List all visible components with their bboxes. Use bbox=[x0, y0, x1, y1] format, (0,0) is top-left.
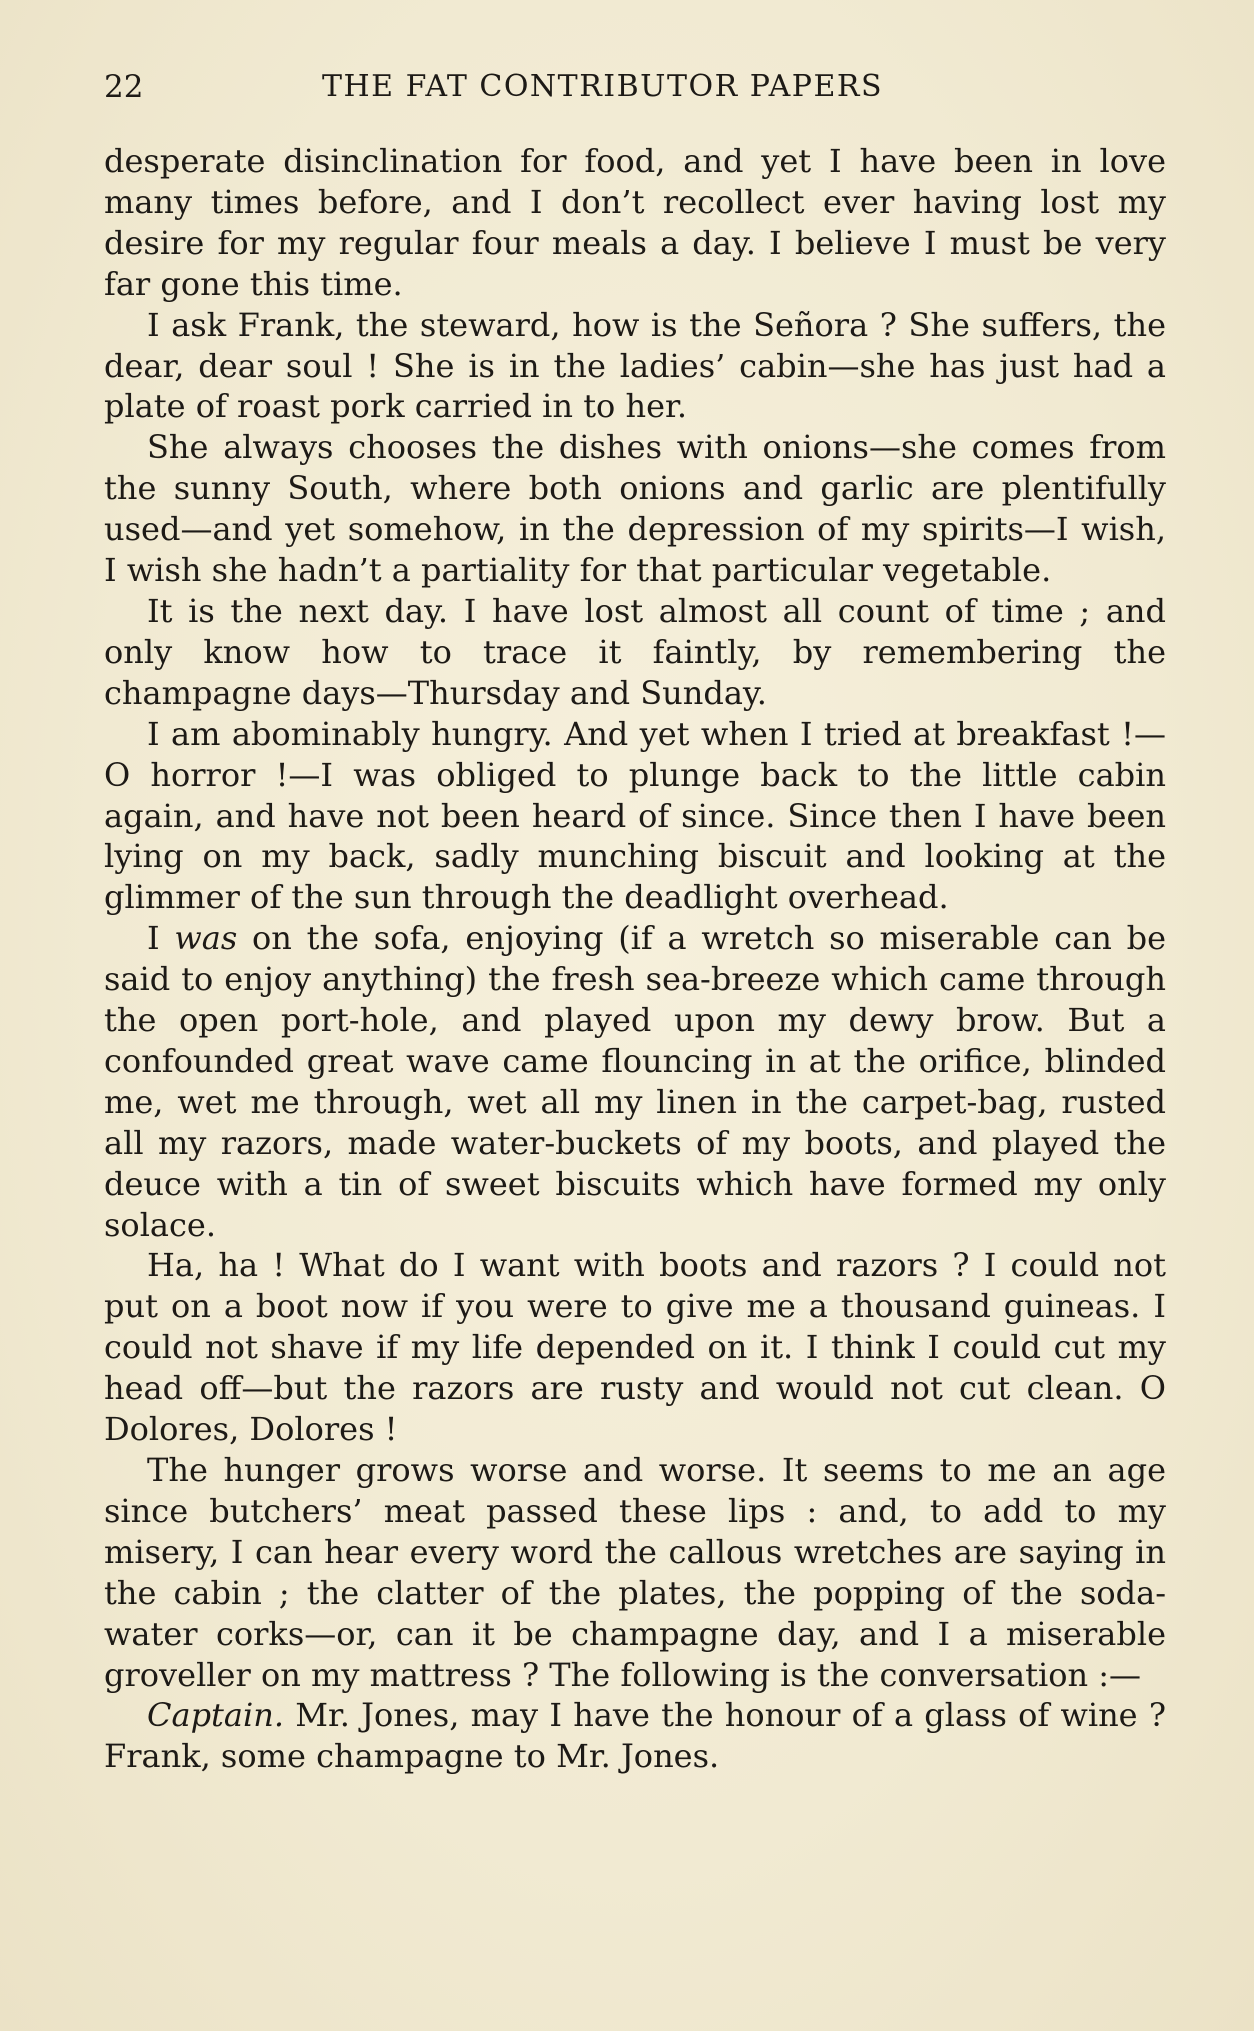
running-title: THE FAT CONTRIBUTOR PAPERS bbox=[322, 69, 884, 104]
paragraph-6-start: I bbox=[147, 919, 175, 958]
page-header bbox=[104, 64, 1164, 110]
paragraph-7: Ha, ha ! What do I want with boots and razors ? I could not put on a boot now if you were to give me a thousand guineas. I could not shave if my life depended on it. I think I could cut my head off—but the razors are rusty and would not cut clean. O Dolores, Dolores ! bbox=[104, 1246, 1166, 1449]
paragraph-6-rest: on the sofa, enjoying (if a wretch so miserable can be said to enjoy anything) the fresh sea-breeze which came through the open port-hole, and played upon my dewy brow. But a confounded great wave came flouncing in at the orifice, blinded me, wet me through, wet all my linen in the carpet-bag, rusted all my razors, made water-buckets of my boots, and played the deuce with a tin of sweet biscuits which have formed my only solace. bbox=[104, 919, 1167, 1244]
page-number: 22 bbox=[104, 69, 144, 105]
paragraph-8: The hunger grows worse and worse. It seems to me an age since butchers’ meat passed these lips : and, to add to my misery, I can hear every word the callous wretches are saying in the cabin ; the clatter of the plates, the popping of the soda-water corks—or, can it be champagne day, and I a miserable groveller on my mattress ? The following is the conversation :— bbox=[104, 1451, 1166, 1694]
speaker-captain: Captain. bbox=[147, 1696, 284, 1735]
italic-was: was bbox=[174, 919, 238, 958]
paragraph-4: It is the next day. I have lost almost all count of time ; and only know how to trace it faintly, by remembering the champagne days—Thursday and Sunday. bbox=[104, 591, 1166, 712]
paragraph-3: She always chooses the dishes with onions—she comes from the sunny South, where both onions and garlic are plentifully used—and yet somehow, in the depression of my spirits—I wish, I wish she hadn’t a partiality for that particular vegetable. bbox=[104, 428, 1166, 590]
paragraph-1: desperate disinclination for food, and yet I have been in love many times before, and I don’t recollect ever having lost my desire for my regular four meals a day. I believe I must be very far gone this time. bbox=[104, 142, 1166, 303]
paragraph-5: I am abominably hungry. And yet when I tried at breakfast !—O horror !—I was obliged to plunge back to the little cabin again, and have not been heard of since. Since then I have been lying on my back, sadly munching biscuit and looking at the glimmer of the sun through the deadlight overhead. bbox=[104, 714, 1166, 917]
paragraph-2: I ask Frank, the steward, how is the Señora ? She suffers, the dear, dear soul ! She is in the ladies’ cabin—she has just had a plate of roast pork carried in to her. bbox=[104, 305, 1166, 426]
paragraph-9 bbox=[104, 1695, 1166, 1777]
paragraph-6 bbox=[104, 918, 1166, 1245]
body-text bbox=[104, 141, 1166, 1777]
paragraph-9-rest: Mr. Jones, may I have the honour of a glass of wine ? Frank, some champagne to Mr. Jones. bbox=[104, 1696, 1166, 1776]
